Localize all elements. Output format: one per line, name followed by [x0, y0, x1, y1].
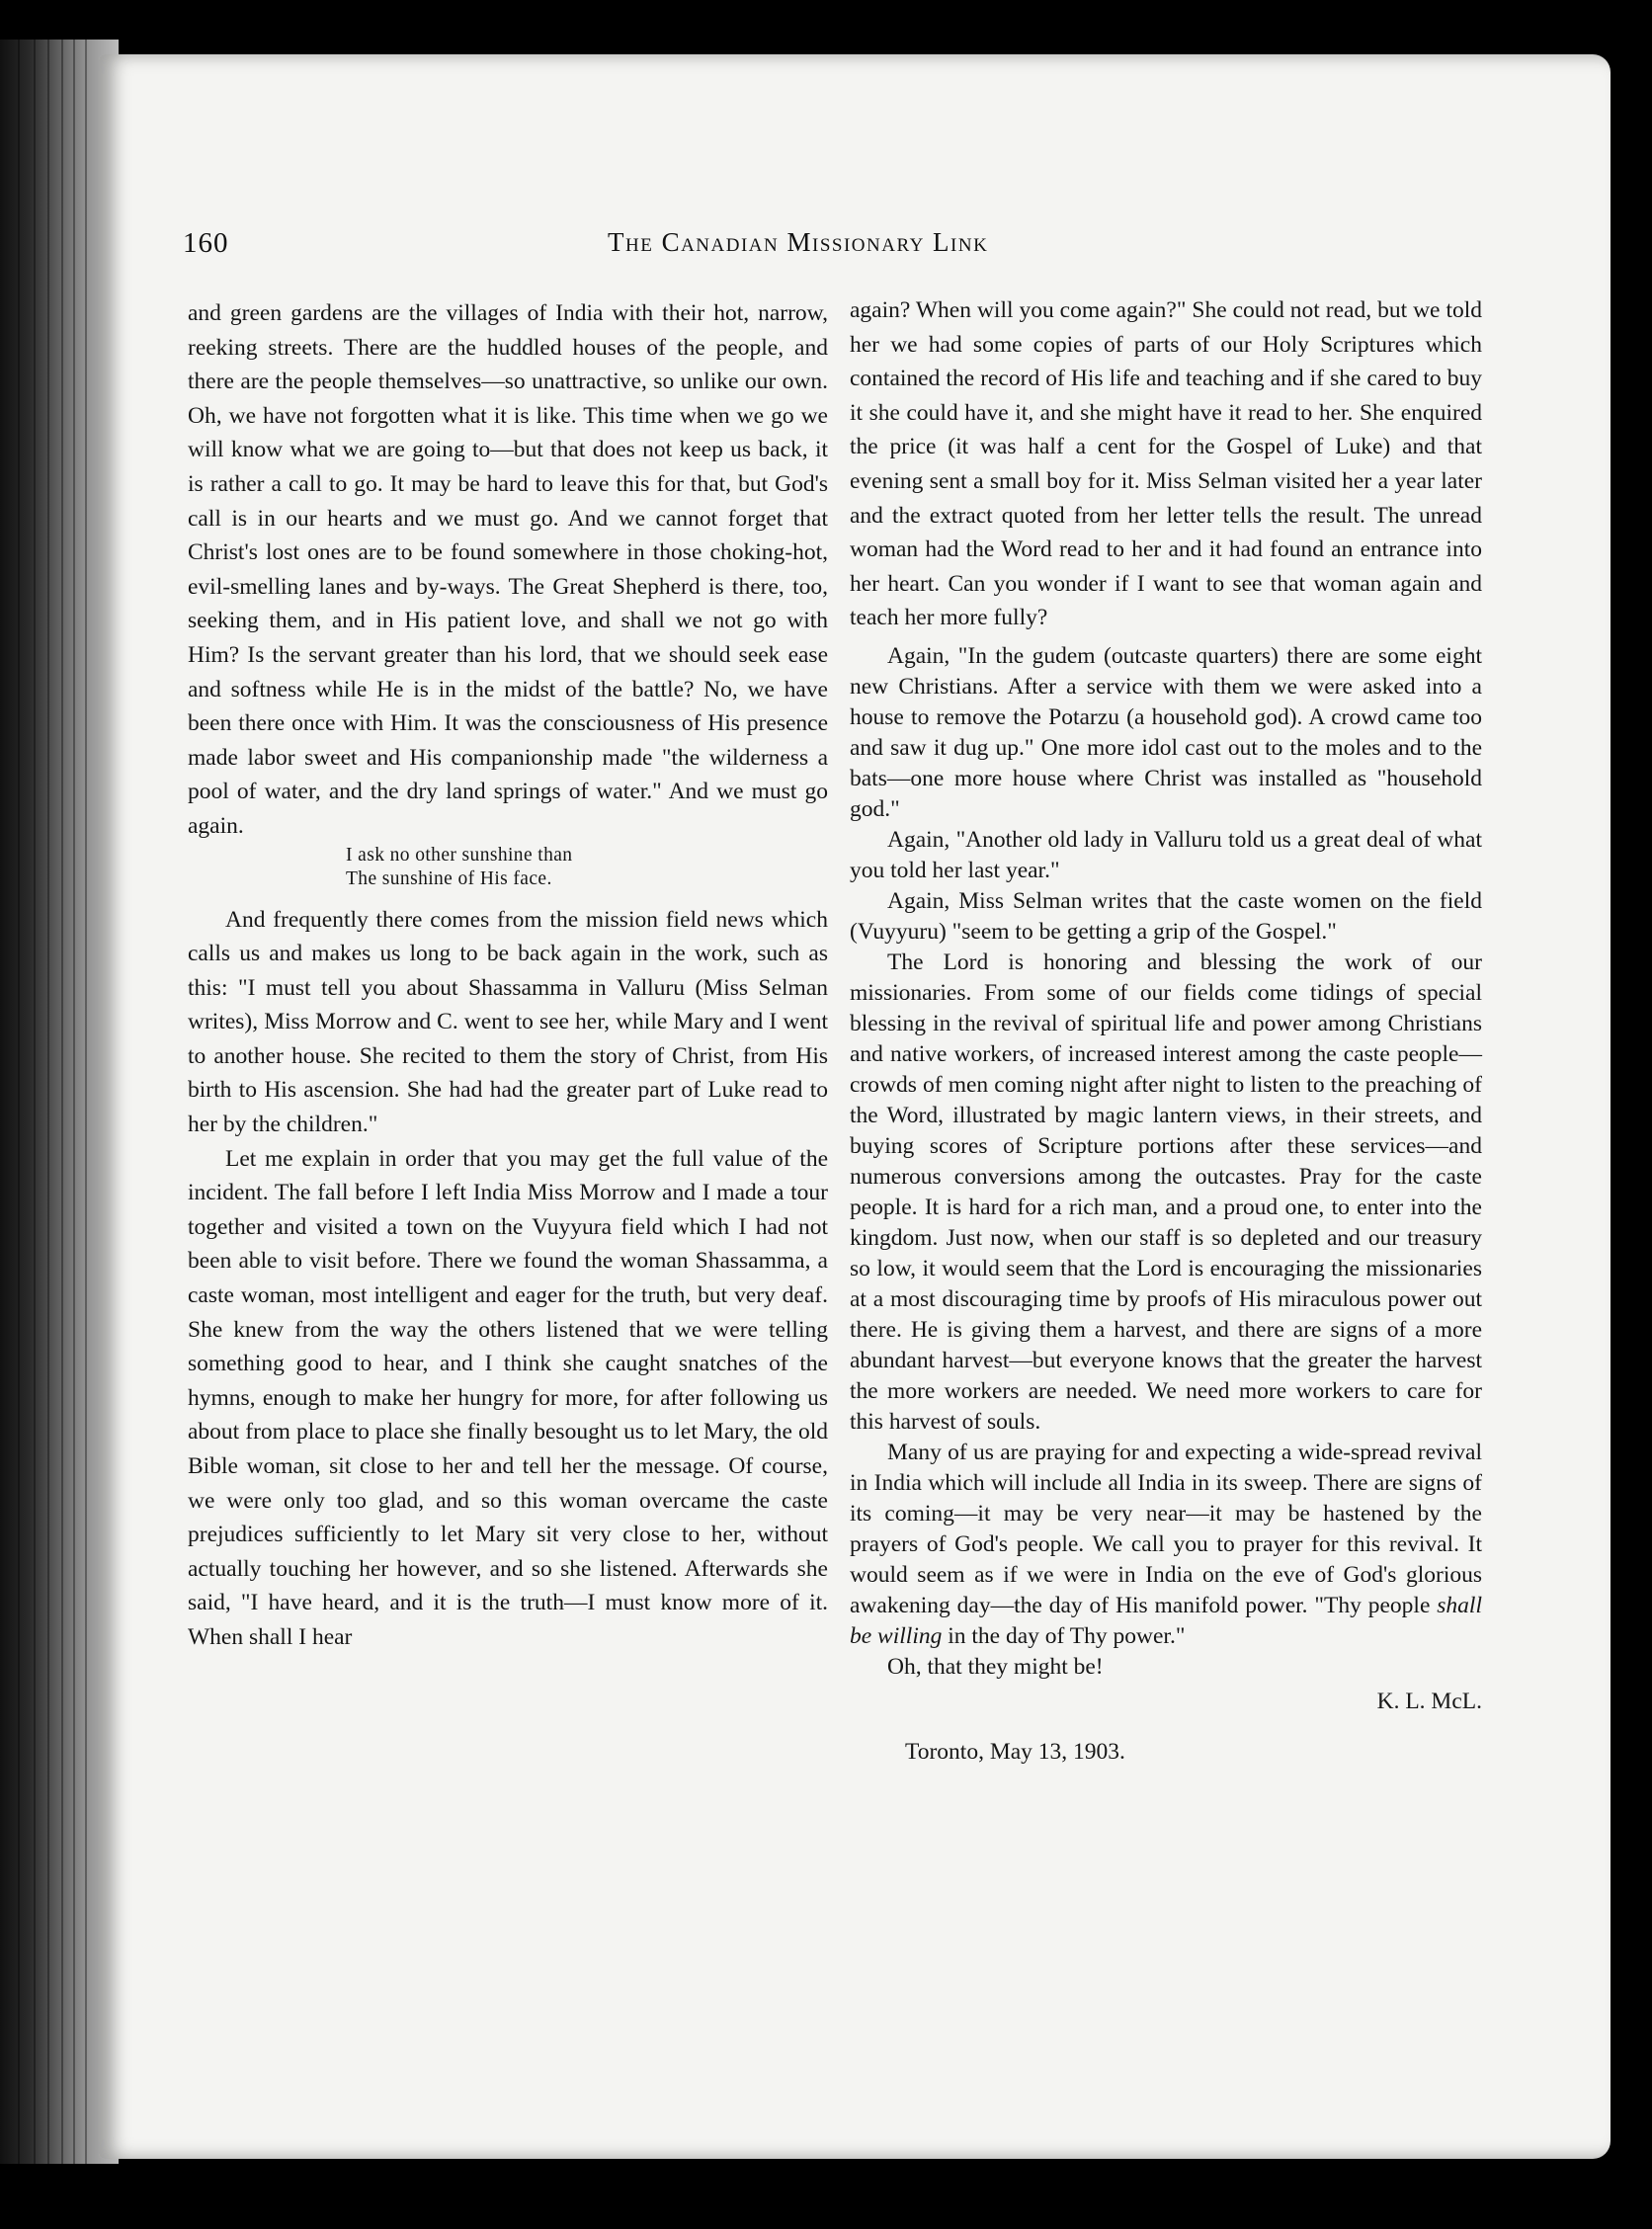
paragraph-text: in the day of Thy power.": [948, 1622, 1186, 1649]
page-header: [183, 227, 1428, 267]
paragraph: again? When will you come again?" She could not read, but we told her we had some copies of parts of our Holy Scriptures which contained the record of His life and teaching and if she cared to buy it she could have it, and she might have it read to her. She enquired the price (it was half a cent for the Gospel of Luke) and that evening sent a small boy for it. Miss Selman visited her a year later and the extract quoted from her letter tells the result. The unread woman had the Word read to her and it had found an entrance into her heart. Can you wonder if I want to see that woman again and teach her more fully?: [850, 297, 1482, 631]
paragraph: Again, "In the gudem (outcaste quarters) there are some eight new Christians. After a service with them we were asked into a house to remove the Potarzu (a household god). A crowd came too and saw it dug up." One more idol cast out to the moles and to the bats—one more house where Christ was installed as "household god.": [850, 642, 1482, 822]
paragraph-text: Many of us are praying for and expecting a wide-spread revival in India which will include all India in its sweep. There are signs of its coming—it may be very near—it may be hastened by the prayers of God's people. We call you to prayer for this revival. It would seem as if we were in India on the eve of God's glorious awakening day—the day of His manifold power. "Thy people: [850, 1439, 1482, 1618]
signature: K. L. McL.: [1376, 1688, 1482, 1714]
scan-border: [1611, 0, 1652, 2229]
left-column: [188, 296, 828, 1655]
verse-quote: [346, 844, 828, 891]
paragraph: [850, 1438, 1482, 1652]
paragraph: and green gardens are the villages of India with their hot, narrow, reeking streets. There are the huddled houses of the people, and there are the people themselves—so unattractive, so unlike our own. Oh, we have not forgotten what it is like. This time when we go we will know what we are going to—but that does not keep us back, it is rather a call to go. It may be hard to leave this for that, but God's call is in our hearts and we must go. And we cannot forget that Christ's lost ones are to be found somewhere in those choking-hot, evil-smelling lanes and by-ways. The Great Shepherd is there, too, seeking them, and in His patient love, and shall we not go with Him? Is the servant greater than his lord, that we should seek ease and softness while He is in the midst of the battle? No, we have been there once with Him. It was the consciousness of His presence made labor sweet and His companionship made "the wilderness a pool of water, and the dry land springs of water." And we must go again.: [188, 300, 828, 839]
paragraph: Again, Miss Selman writes that the caste women on the field (Vuyyuru) "seem to be getting a grip of the Gospel.": [850, 887, 1482, 945]
dateline: Toronto, May 13, 1903.: [905, 1738, 1125, 1765]
page-number: 160: [183, 227, 229, 259]
verse-line: I ask no other sunshine than: [346, 844, 573, 866]
paragraph: Let me explain in order that you may get the full value of the incident. The fall before I left India Miss Morrow and I made a tour together and visited a town on the Vuyyura field which I had not been able to visit before. There we found the woman Shassamma, a caste woman, most intelligent and eager for the truth, but very deaf. She knew from the way the others listened that we were telling something good to hear, and I think she caught snatches of the hymns, enough to make her hungry for more, for after following us about from place to place she finally besought us to let Mary, the old Bible woman, sit close to her and tell her the message. Of course, we were only too glad, and so this woman overcame the caste prejudices sufficiently to let Mary sit very close to her, without actually touching her however, and so she listened. Afterwards she said, "I have heard, and it is the truth—I must know more of it. When shall I hear: [188, 1145, 828, 1650]
paragraph: The Lord is honoring and blessing the work of our missionaries. From some of our fields come tidings of special blessing in the revival of spiritual life and power among Christians and native workers, of increased interest among the caste people—crowds of men coming night after night to listen to the preaching of the Word, illustrated by magic lantern views, in their streets, and buying scores of Scripture portions after these services—and numerous conversions among the outcastes. Pray for the caste people. It is hard for a rich man, and a proud one, to enter into the kingdom. Just now, when our staff is so depleted and our treasury so low, it would seem that the Lord is encouraging the missionaries at a most discouraging time by proofs of His miraculous power out there. He is giving them a harvest, and there are signs of a more abundant harvest—but everyone knows that the greater the harvest the more workers are needed. We need more workers to care for this harvest of souls.: [850, 949, 1482, 1435]
paragraph: Again, "Another old lady in Valluru told us a great deal of what you told her last year.": [850, 826, 1482, 883]
italic-text: shall be willing: [850, 1592, 1482, 1649]
verse-line: The sunshine of His face.: [346, 867, 552, 889]
paragraph: And frequently there comes from the mission field news which calls us and makes us long to be back again in the work, such as this: "I must tell you about Shassamma in Valluru (Miss Selman writes), Miss Morrow and C. went to see her, while Mary and I went to another house. She recited to them the story of Christ, from His birth to His ascension. She had had the greater part of Luke read to her by the children.": [188, 906, 828, 1138]
running-title: The Canadian Missionary Link: [608, 227, 989, 257]
paragraph: Oh, that they might be!: [887, 1653, 1104, 1680]
right-column: [850, 293, 1482, 1769]
